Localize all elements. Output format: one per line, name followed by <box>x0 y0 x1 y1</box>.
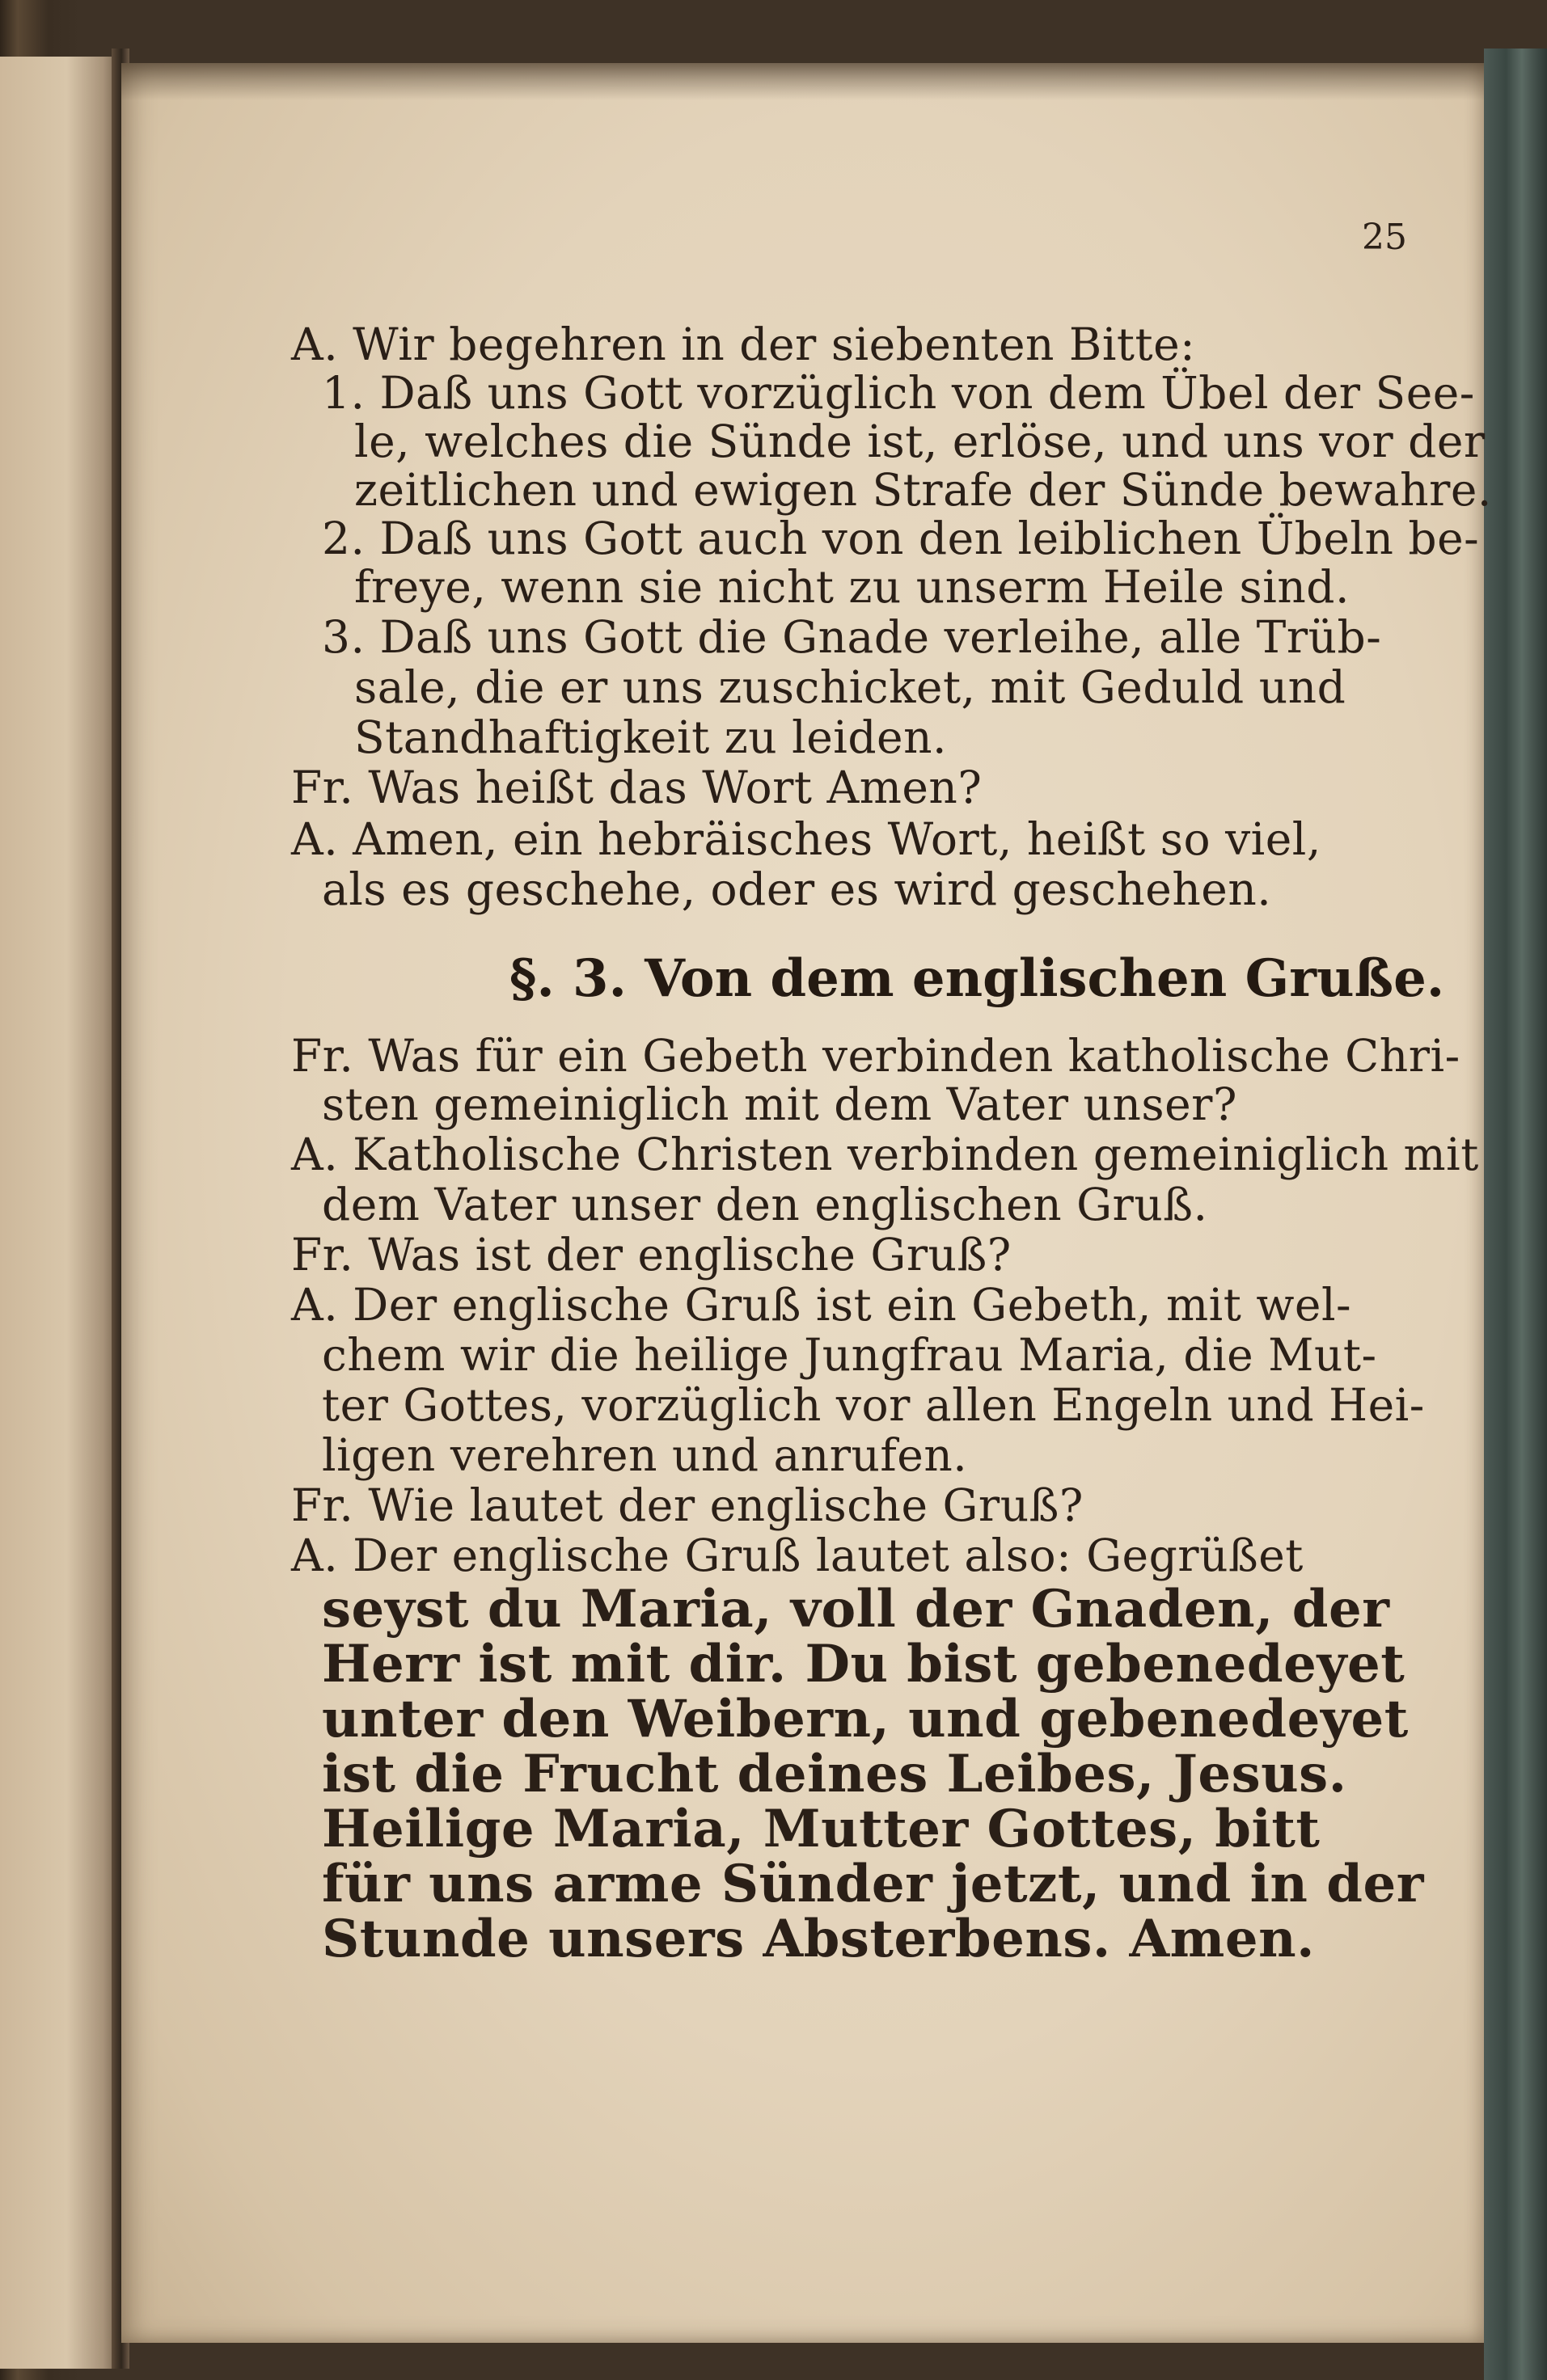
prayer-line: Heilige Maria, Mutter Gottes, bitt <box>322 1799 1321 1859</box>
text-line: ligen verehren und anrufen. <box>322 1429 968 1481</box>
book-cover-edge <box>1484 49 1547 2380</box>
prayer-line: unter den Weibern, und gebenedeyet <box>322 1689 1409 1749</box>
text-line: ter Gottes, vorzüglich vor allen Engeln und Hei- <box>322 1379 1425 1431</box>
text-line: A. Wir begehren in der siebenten Bitte: <box>291 319 1196 370</box>
text-line: A. Der englische Gruß lautet also: Gegrüßet <box>291 1530 1304 1581</box>
text-line: Fr. Wie lautet der englische Gruß? <box>291 1479 1084 1531</box>
text-line: als es geschehe, oder es wird geschehen. <box>322 863 1272 915</box>
text-line: A. Katholische Christen verbinden gemeiniglich mit <box>291 1129 1479 1180</box>
text-line: dem Vater unser den englischen Gruß. <box>322 1179 1208 1230</box>
text-line: chem wir die heilige Jungfrau Maria, die Mut- <box>322 1329 1377 1381</box>
section-heading: §. 3. Von dem englischen Gruße. <box>509 948 1445 1009</box>
text-line: 1. Daß uns Gott vorzüglich von dem Übel der See- <box>322 367 1475 419</box>
text-line: Fr. Was ist der englische Gruß? <box>291 1229 1012 1281</box>
text-line: le, welches die Sünde ist, erlöse, und uns vor der <box>354 416 1486 467</box>
text-line: 3. Daß uns Gott die Gnade verleihe, alle Trüb- <box>322 611 1382 663</box>
book-page <box>121 63 1492 2343</box>
text-line: sten gemeiniglich mit dem Vater unser? <box>322 1078 1237 1130</box>
text-line: 2. Daß uns Gott auch von den leiblichen Übeln be- <box>322 513 1480 564</box>
text-line: Fr. Was für ein Gebeth verbinden katholische Chri- <box>291 1030 1460 1082</box>
page-number: 25 <box>1362 217 1407 258</box>
prayer-line: Stunde unsers Absterbens. Amen. <box>322 1909 1315 1969</box>
prayer-line: seyst du Maria, voll der Gnaden, der <box>322 1579 1390 1639</box>
text-line: zeitlichen und ewigen Strafe der Sünde bewahre. <box>354 464 1492 516</box>
text-line: sale, die er uns zuschicket, mit Geduld und <box>354 661 1346 713</box>
text-line: freye, wenn sie nicht zu unserm Heile sind. <box>354 561 1350 613</box>
text-line: A. Der englische Gruß ist ein Gebeth, mit wel- <box>291 1279 1352 1331</box>
prayer-line: für uns arme Sünder jetzt, und in der <box>322 1854 1424 1914</box>
text-line: A. Amen, ein hebräisches Wort, heißt so viel, <box>291 813 1321 865</box>
text-line: Fr. Was heißt das Wort Amen? <box>291 762 983 813</box>
text-line: Standhaftigkeit zu leiden. <box>354 711 947 763</box>
left-page-edge <box>0 57 121 2369</box>
prayer-line: Herr ist mit dir. Du bist gebenedeyet <box>322 1634 1405 1694</box>
prayer-line: ist die Frucht deines Leibes, Jesus. <box>322 1744 1347 1804</box>
